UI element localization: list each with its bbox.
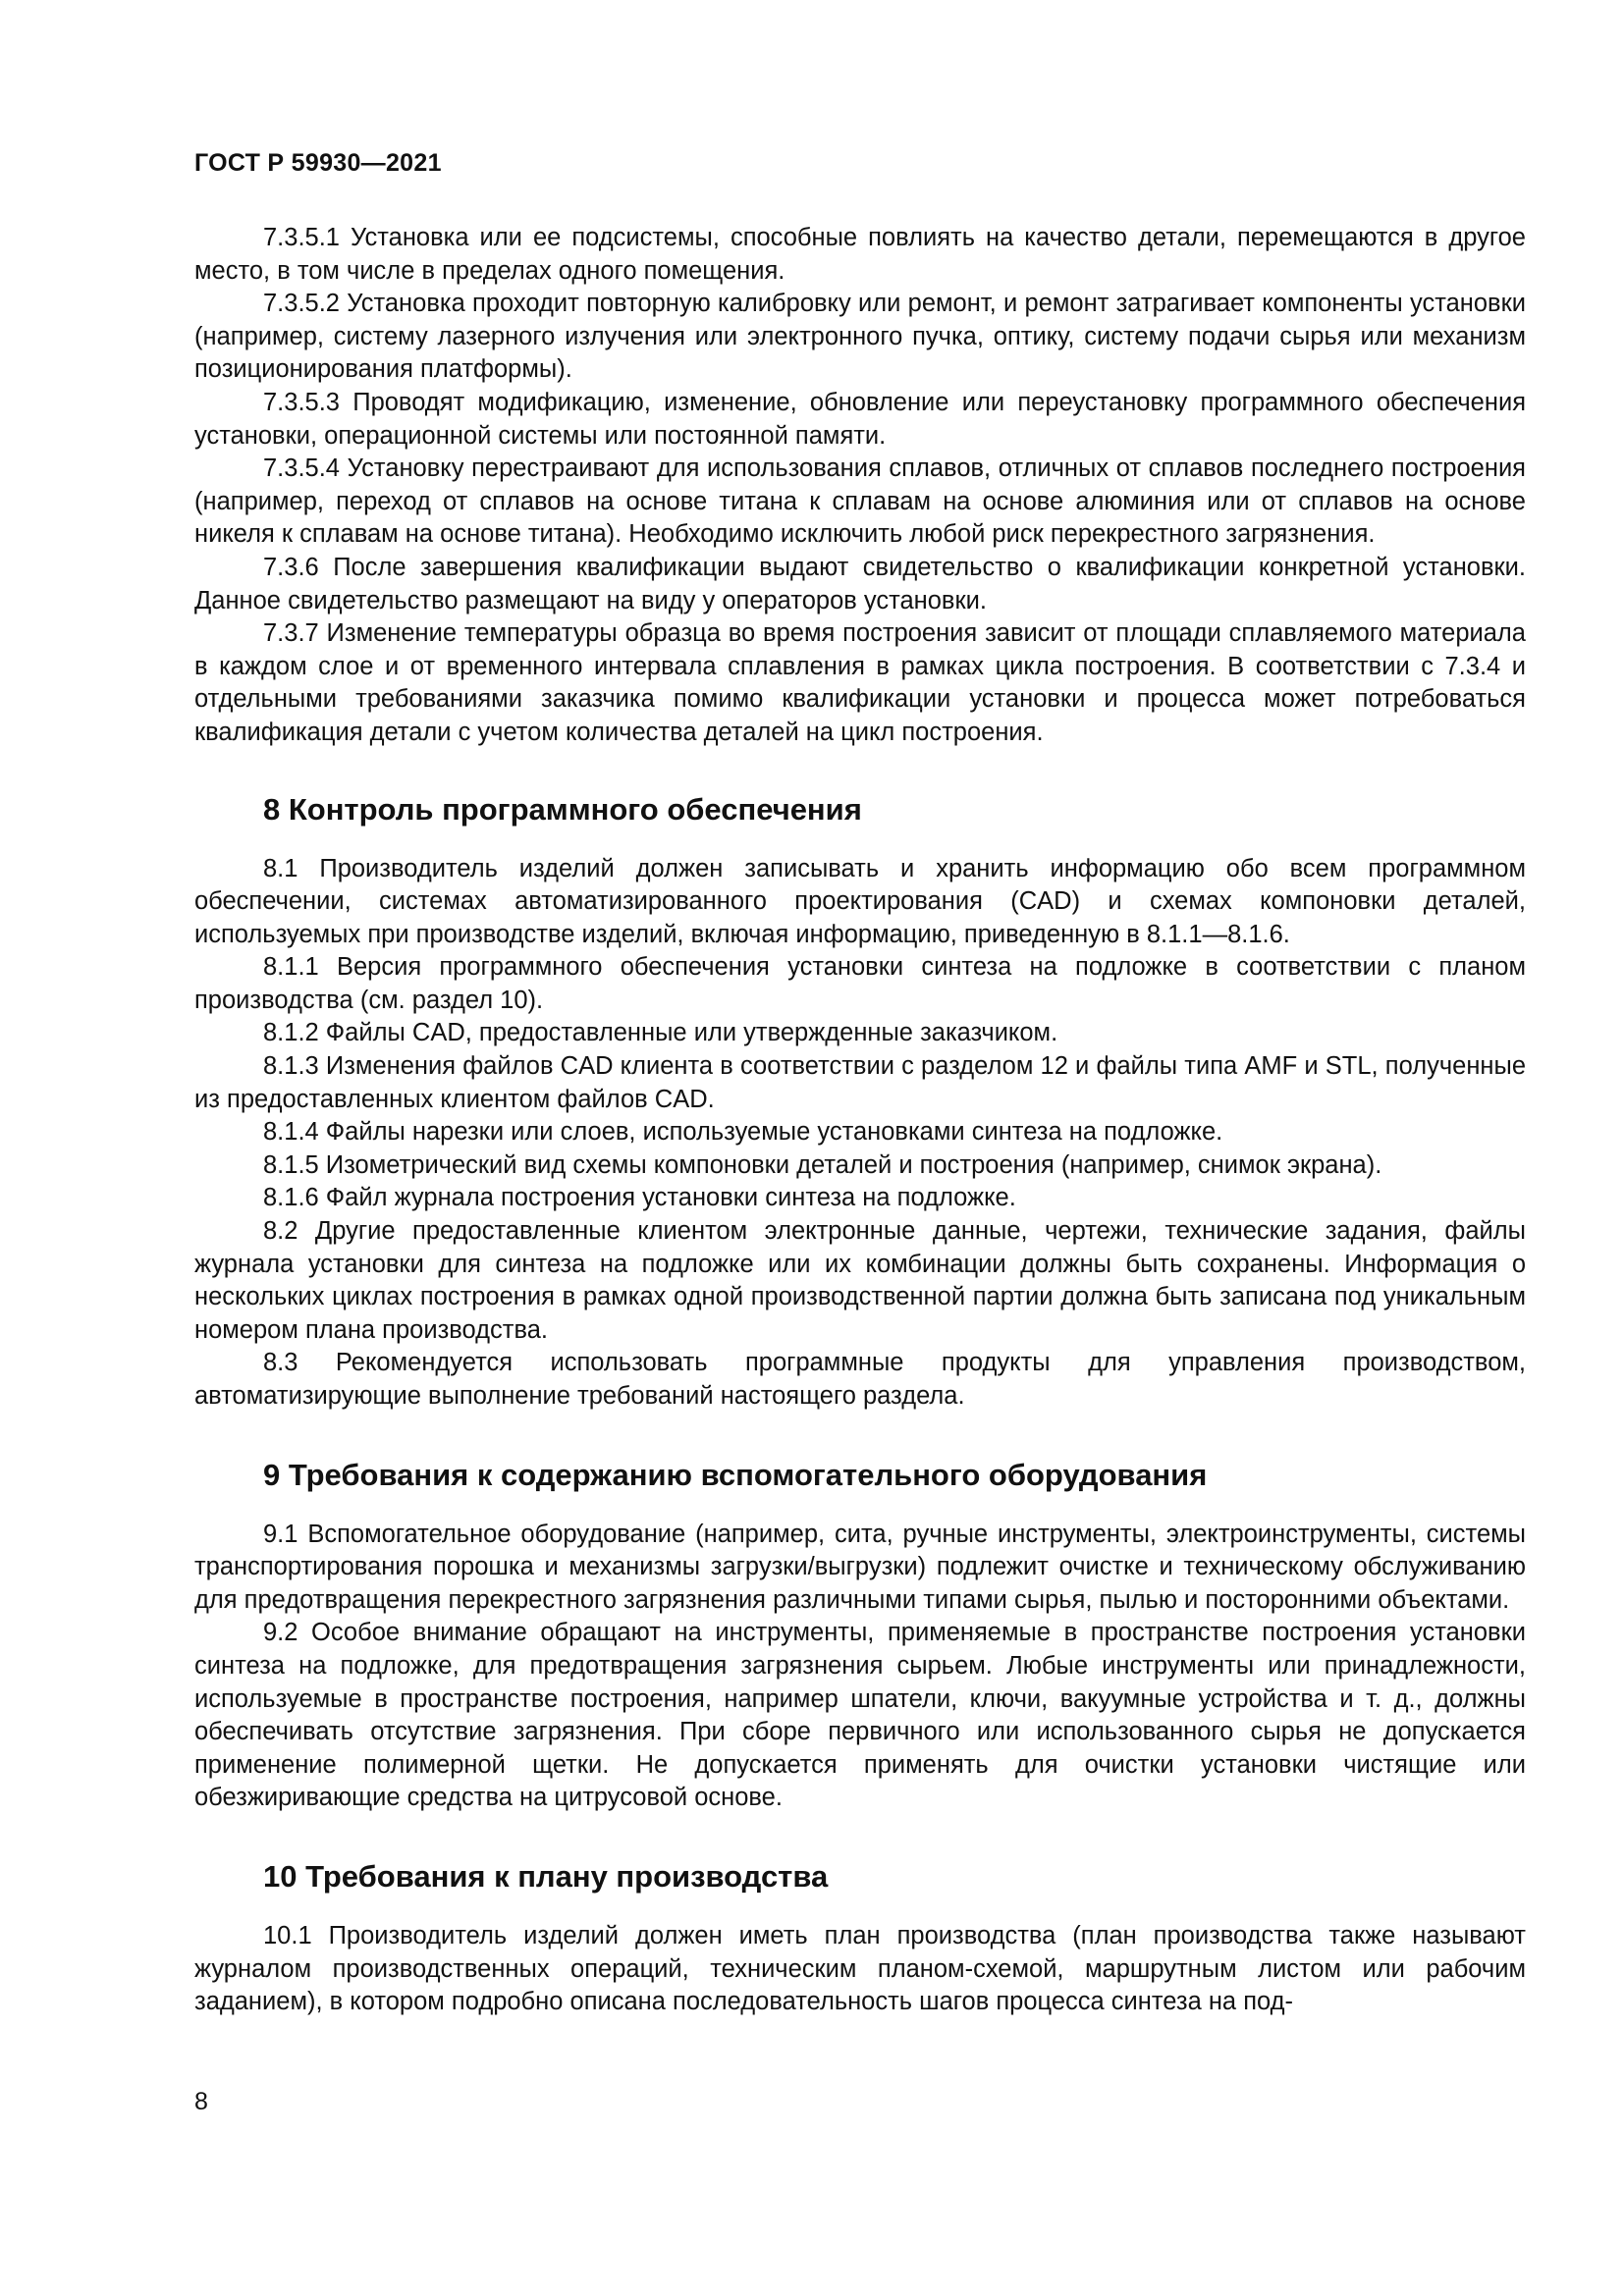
page-number: 8 (194, 2088, 208, 2115)
section-10-heading: 10 Требования к плану производства (263, 1858, 829, 1894)
paragraph-7-3-7: 7.3.7 Изменение температуры образца во время построения зависит от площади сплавляемого материала в каждом слое и от временного интервала сплавления в рамках цикла построения. В соответствии с 7.3.4 и отдельными требованиями заказчика помимо квалификации установки и процесса может потребоваться квалификация детали с учетом количества деталей на цикл построения. (194, 619, 1526, 746)
paragraph-7-3-5-4: 7.3.5.4 Установку перестраивают для использования сплавов, отличных от сплавов последнего построения (например, переход от сплавов на основе титана к сплавам на основе алюминия или от сплавов на основе никеля к сплавам на основе титана). Необходимо исключить любой риск перекрестного загрязнения. (194, 454, 1526, 549)
paragraph-9-1: 9.1 Вспомогательное оборудование (например, сита, ручные инструменты, электроинструменты, системы транспортирования порошка и механизмы загрузки/выгрузки) подлежит очистке и техническому обслуживанию для предотвращения перекрестного загрязнения различными типами сырья, пылью и посторонними объектами. (194, 1520, 1526, 1614)
paragraph-8-1-3: 8.1.3 Изменения файлов CAD клиента в соответствии с разделом 12 и файлы типа AMF и STL, полученные из предоставленных клиентом файлов CAD. (194, 1052, 1526, 1113)
document-code-header: ГОСТ Р 59930—2021 (194, 149, 442, 177)
paragraph-7-3-5-1: 7.3.5.1 Установка или ее подсистемы, способные повлиять на качество детали, перемещаются в другое место, в том числе в пределах одного помещения. (194, 224, 1526, 285)
paragraph-8-1-2: 8.1.2 Файлы CAD, предоставленные или утвержденные заказчиком. (263, 1019, 1058, 1047)
paragraph-7-3-6: 7.3.6 После завершения квалификации выдают свидетельство о квалификации конкретной установки. Данное свидетельство размещают на виду у операторов установки. (194, 553, 1526, 614)
paragraph-7-3-5-3: 7.3.5.3 Проводят модификацию, изменение, обновление или переустановку программного обеспечения установки, операционной системы или постоянной памяти. (194, 388, 1526, 450)
paragraph-8-2: 8.2 Другие предоставленные клиентом электронные данные, чертежи, технические задания, файлы журнала установки для синтеза на подложке или их комбинации должны быть сохранены. Информация о нескольких циклах построения в рамках одной производственной партии должна быть записана под уникальным номером плана производства. (194, 1217, 1526, 1344)
section-9-heading: 9 Требования к содержанию вспомогательного оборудования (263, 1457, 1208, 1492)
paragraph-8-1-5: 8.1.5 Изометрический вид схемы компоновки деталей и построения (например, снимок экрана). (263, 1150, 1382, 1179)
paragraph-8-1-4: 8.1.4 Файлы нарезки или слоев, используемые установками синтеза на подложке. (263, 1118, 1223, 1147)
paragraph-8-1-1: 8.1.1 Версия программного обеспечения установки синтеза на подложке в соответствии с планом производства (см. раздел 10). (194, 953, 1526, 1014)
paragraph-8-1: 8.1 Производитель изделий должен записывать и хранить информацию обо всем программном обеспечении, системах автоматизированного проектирования (CAD) и схемах компоновки деталей, используемых при производстве изделий, включая информацию, приведенную в 8.1.1—8.1.6. (194, 854, 1526, 948)
paragraph-9-2: 9.2 Особое внимание обращают на инструменты, применяемые в пространстве построения установки синтеза на подложке, для предотвращения загрязнения сырьем. Любые инструменты или принадлежности, используемые в пространстве построения, например шпатели, ключи, вакуумные устройства и т. д., должны обеспечивать отсутствие загрязнения. При сборе первичного или использованного сырья не допускается применение полимерной щетки. Не допускается применять для очистки установки чистящие или обезжиривающие средства на цитрусовой основе. (194, 1619, 1526, 1812)
paragraph-10-1: 10.1 Производитель изделий должен иметь план производства (план производства также называют журналом производственных операций, техническим планом-схемой, маршрутным листом или рабочим заданием), в котором подробно описана последовательность шагов процесса синтеза на под- (194, 1921, 1526, 2016)
page-content (194, 222, 1526, 2019)
section-8-heading: 8 Контроль программного обеспечения (263, 791, 862, 827)
paragraph-7-3-5-2: 7.3.5.2 Установка проходит повторную калибровку или ремонт, и ремонт затрагивает компоненты установки (например, систему лазерного излучения или электронного пучка, оптику, систему подачи сырья или механизм позиционирования платформы). (194, 290, 1526, 384)
paragraph-8-1-6: 8.1.6 Файл журнала построения установки синтеза на подложке. (263, 1184, 1016, 1212)
paragraph-8-3: 8.3 Рекомендуется использовать программные продукты для управления производством, автоматизирующие выполнение требований настоящего раздела. (194, 1349, 1526, 1410)
